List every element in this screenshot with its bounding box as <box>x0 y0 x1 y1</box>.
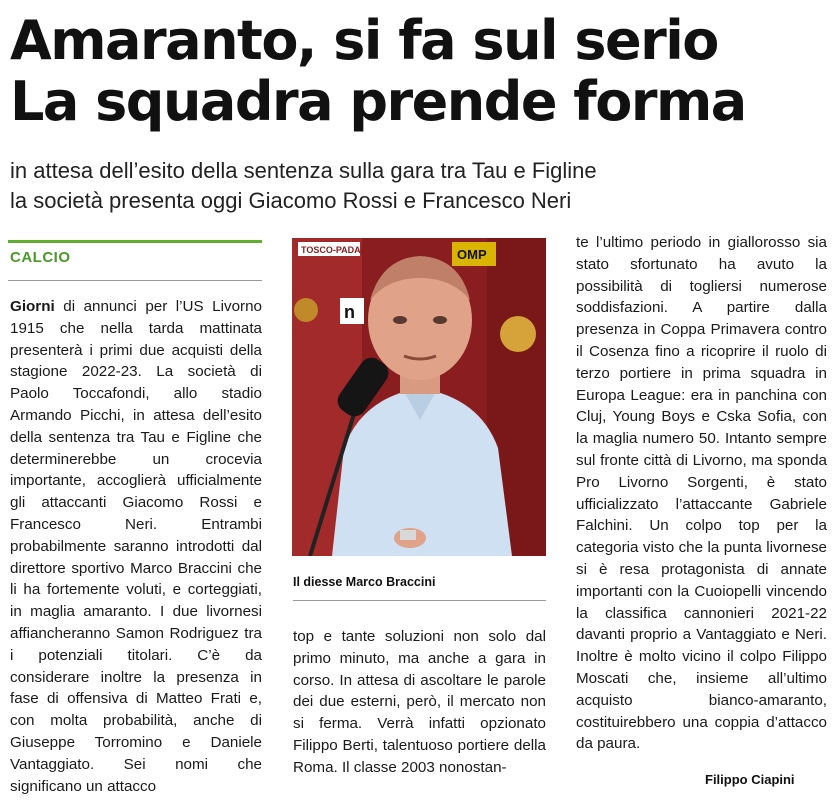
sponsor-text-1: TOSCO-PADANE <box>301 245 374 255</box>
wristwatch <box>400 530 416 540</box>
headline <box>10 10 825 132</box>
section-rule-top <box>8 240 262 243</box>
subheadline <box>10 156 825 216</box>
byline: Filippo Ciapini <box>705 772 795 787</box>
right-eye <box>433 316 447 324</box>
photo-caption: Il diesse Marco Braccini <box>293 575 436 589</box>
article-lead-word: Giorni <box>10 298 55 315</box>
headline-line-2: La squadra prende forma <box>10 70 746 133</box>
subheadline-line-2: la società presenta oggi Giacomo Rossi e Francesco Neri <box>10 188 572 213</box>
photo-illustration <box>292 238 546 556</box>
section-rule-bottom <box>8 280 262 281</box>
headline-line-1: Amaranto, si fa sul serio <box>10 9 718 72</box>
caption-rule <box>293 600 546 601</box>
subheadline-line-1: in attesa dell’esito della sentenza sulla gara tra Tau e Figline <box>10 158 597 183</box>
article-column-3: te l’ultimo periodo in giallorosso sia stato sfortunato ha avuto la possibilità di togliersi numerose soddisfazioni. A partire dalla presenza in Coppa Primavera contro il Cosenza fino a ricoprire il ruolo di terzo portiere in prima squadra in Europa League: era in panchina con Cluj, Young Boys e Cska Sofia, con la maglia numero 50. Intanto sempre sul fronte città di Livorno, ma sponda Pro Livorno Sorgenti, è stato ufficializzato l’attaccante Gabriele Falchini. Un colpo top per la categoria visto che la punta livornese si è resa protagonista di annate importanti con la Cuoiopelli vincendo la classifica cannonieri 2021-22 davanti proprio a Vantaggiato e Neri. Inoltre è molto vicino il colpo Filippo Moscati che, insieme all’ultimo acquisto bianco-amaranto, costituirebbero una coppia d’attacco da paura. <box>576 234 827 753</box>
club-crest-right <box>500 316 536 352</box>
left-eye <box>393 316 407 324</box>
article-column-2: top e tante soluzioni non solo dal primo minuto, ma anche a gara in corso. In attesa di ascoltare le parole dei due esterni, però, il mercato non si ferma. Verrà infatti opzionato Filippo Berti, talentuoso portiere della Roma. Il classe 2003 nonostan- <box>293 628 546 776</box>
sponsor-text-2: OMP <box>457 247 487 262</box>
section-label: CALCIO <box>10 249 71 266</box>
article-column-1-text: di annunci per l’US Livorno 1915 che nella tarda mattinata presenterà i primi due acquisti della stagione 2022-23. La società di Paolo Toccafondi, allo stadio Armando Picchi, in attesa dell’esito della sentenza tra Tau e Figline che determinerebbe un crocevia importante, accoglierà ufficialmente gli attaccanti Giacomo Rossi e Francesco Neri. Entrambi probabilmente saranno introdotti dal direttore sportivo Marco Braccini che li ha fortemente voluti, e corteggiati, in maglia amaranto. I due livornesi affiancheranno Samon Rodriguez tra i potenziali titolari. C’è da considerare inoltre la presenza in fase di offensiva di Matteo Frati e, con molta probabilità, anche di Giuseppe Torromino e Daniele Vantaggiato. Sei nomi che significano un attacco <box>10 298 262 795</box>
article-photo <box>292 238 546 556</box>
article-column-1 <box>10 296 262 797</box>
club-crest <box>294 298 318 322</box>
sponsor-text-3: n <box>344 302 355 322</box>
